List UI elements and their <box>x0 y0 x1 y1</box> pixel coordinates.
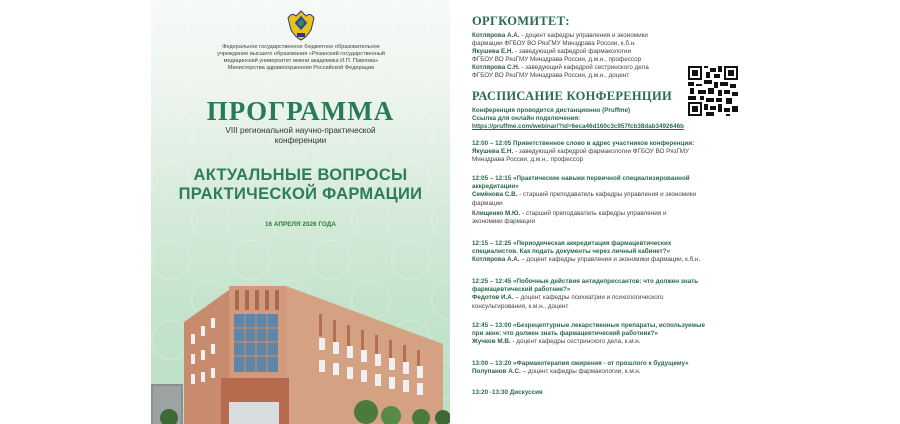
schedule-item <box>472 240 757 265</box>
orgcommittee-member <box>472 32 757 48</box>
schedule-item-title: при акне: что должен знать фармацевтический работник?» <box>472 330 658 338</box>
speaker-desc: Минздрава России, д.м.н., профессор <box>472 156 584 164</box>
schedule-item <box>472 175 757 226</box>
member-name: Котлярова С.Н. <box>472 64 520 71</box>
member-desc: фармации ФГБОУ ВО РязГМУ Минздрава России, к.б.н. <box>472 40 636 48</box>
speaker-desc: – доцент кафедры фармакологии, к.м.н. <box>520 368 641 376</box>
speaker-desc: - старший преподаватель кафедры управления и экономики <box>517 191 697 199</box>
schedule-item-title: 12:05 – 12:15 «Практические навыки первичной специализированной <box>472 175 690 182</box>
program-title: ПРОГРАММА <box>206 96 395 126</box>
org-line: медицинский университет имени академика И.П. Павлова» <box>223 58 379 64</box>
program-details <box>472 0 762 424</box>
member-name: Якушева Е.Н. <box>472 48 514 55</box>
subtitle-line: VIII региональной научно-практической <box>225 126 376 135</box>
speaker-desc: - старший преподаватель кафедры управления и <box>520 209 667 217</box>
speaker-name: Семёнова С.В. <box>472 191 518 199</box>
speaker-name: Якушева Е.Н. <box>472 148 514 156</box>
link-label: Ссылка для онлайн подключения: <box>472 115 581 123</box>
schedule-item <box>472 389 757 397</box>
schedule-item-title: аккредитации» <box>472 183 519 191</box>
member-desc: ФГБОУ ВО РязГМУ Минздрава России, д.м.н., доцент <box>472 72 630 80</box>
member-desc: ФГБОУ ВО РязГМУ Минздрава России, д.м.н., профессор <box>472 56 642 64</box>
member-desc: - заведующий кафедрой сестринского дела <box>519 64 649 71</box>
speaker-name: Котлярова А.А. <box>472 256 520 264</box>
speaker-desc: - заведующий кафедрой фармакологии ФГБОУ ВО РязГМУ <box>513 148 689 156</box>
webinar-link[interactable]: https://pruffme.com/webinar/?id=6eca46d160c3c957fcb38dab3492646b <box>472 123 684 131</box>
schedule-heading: РАСПИСАНИЕ КОНФЕРЕНЦИИ <box>472 89 672 103</box>
org-line: учреждение высшего образования «Рязанский государственный <box>217 51 385 57</box>
schedule-item <box>472 360 757 376</box>
poster-cover <box>151 0 450 424</box>
conference-topic <box>151 166 450 204</box>
schedule-item <box>472 278 757 311</box>
schedule-item-title: 12:00 – 12:05 Приветственное слово в адрес участников конференции: <box>472 140 695 147</box>
speaker-name: Полупанов А.С. <box>472 368 521 376</box>
organization-name <box>181 44 421 72</box>
org-line: Министерства здравоохранения Российской Федерации <box>227 65 375 71</box>
speaker-desc: – доцент кафедры управления и экономики фармации, к.б.н. <box>519 256 701 264</box>
speaker-desc: экономики фармации <box>472 218 536 226</box>
orgcommittee-heading: ОРГКОМИТЕТ: <box>472 14 570 28</box>
speaker-desc: консультирования, к.м.н., доцент <box>472 302 569 310</box>
schedule-item <box>472 140 757 165</box>
schedule-item <box>472 322 757 347</box>
schedule-item-title: 13:00 – 13:20 «Фармакотерапия ожирения - от прошлого к будущему» <box>472 360 689 367</box>
subtitle-line: конференции <box>274 136 327 145</box>
member-name: Котлярова А.А. <box>472 32 520 39</box>
speaker-name: Жучков М.В. <box>472 338 511 346</box>
speaker-desc: - доцент кафедры сестринского дела, к.м.н. <box>510 338 641 346</box>
schedule-item-title: 12:15 – 12:25 «Периодическая аккредитация фармацевтических <box>472 240 672 247</box>
qr-code-icon[interactable] <box>688 66 738 116</box>
speaker-name: Федотов И.А. <box>472 294 514 302</box>
member-desc: - доцент кафедры управления и экономики <box>519 32 648 39</box>
conference-subtitle <box>151 126 450 146</box>
schedule-item-title: 12:45 – 13:00 «Безрецептурные лекарственные препараты, используемые <box>472 322 705 329</box>
speaker-desc: – доцент кафедры психиатрии и психологического <box>513 294 664 302</box>
org-line: Федеральное государственное бюджетное образовательное <box>222 44 380 50</box>
university-emblem-icon <box>286 8 316 42</box>
schedule-item-title: фармацевтический работник?» <box>472 286 571 294</box>
topic-line: ПРАКТИЧЕСКОЙ ФАРМАЦИИ <box>178 185 423 203</box>
speaker-name: Клищенко М.Ю. <box>472 209 521 217</box>
conference-date: 16 АПРЕЛЯ 2026 ГОДА <box>265 221 336 228</box>
remote-note: Конференция проводится дистанционно (Pruffme) <box>472 107 631 114</box>
topic-line: АКТУАЛЬНЫЕ ВОПРОСЫ <box>193 166 408 184</box>
member-desc: - заведующий кафедрой фармакологии <box>513 48 632 55</box>
schedule-item-title: 13:20 -13:30 Дискуссия <box>472 389 543 396</box>
speaker-desc: фармации <box>472 199 503 207</box>
university-building-photo <box>151 262 450 424</box>
schedule-item-title: 12:25 – 12:45 «Побочные действия антидепрессантов: что должен знать <box>472 278 699 285</box>
orgcommittee-member <box>472 48 757 64</box>
schedule-item-title: специалистов. Как подать документы через личный кабинет?» <box>472 248 671 256</box>
